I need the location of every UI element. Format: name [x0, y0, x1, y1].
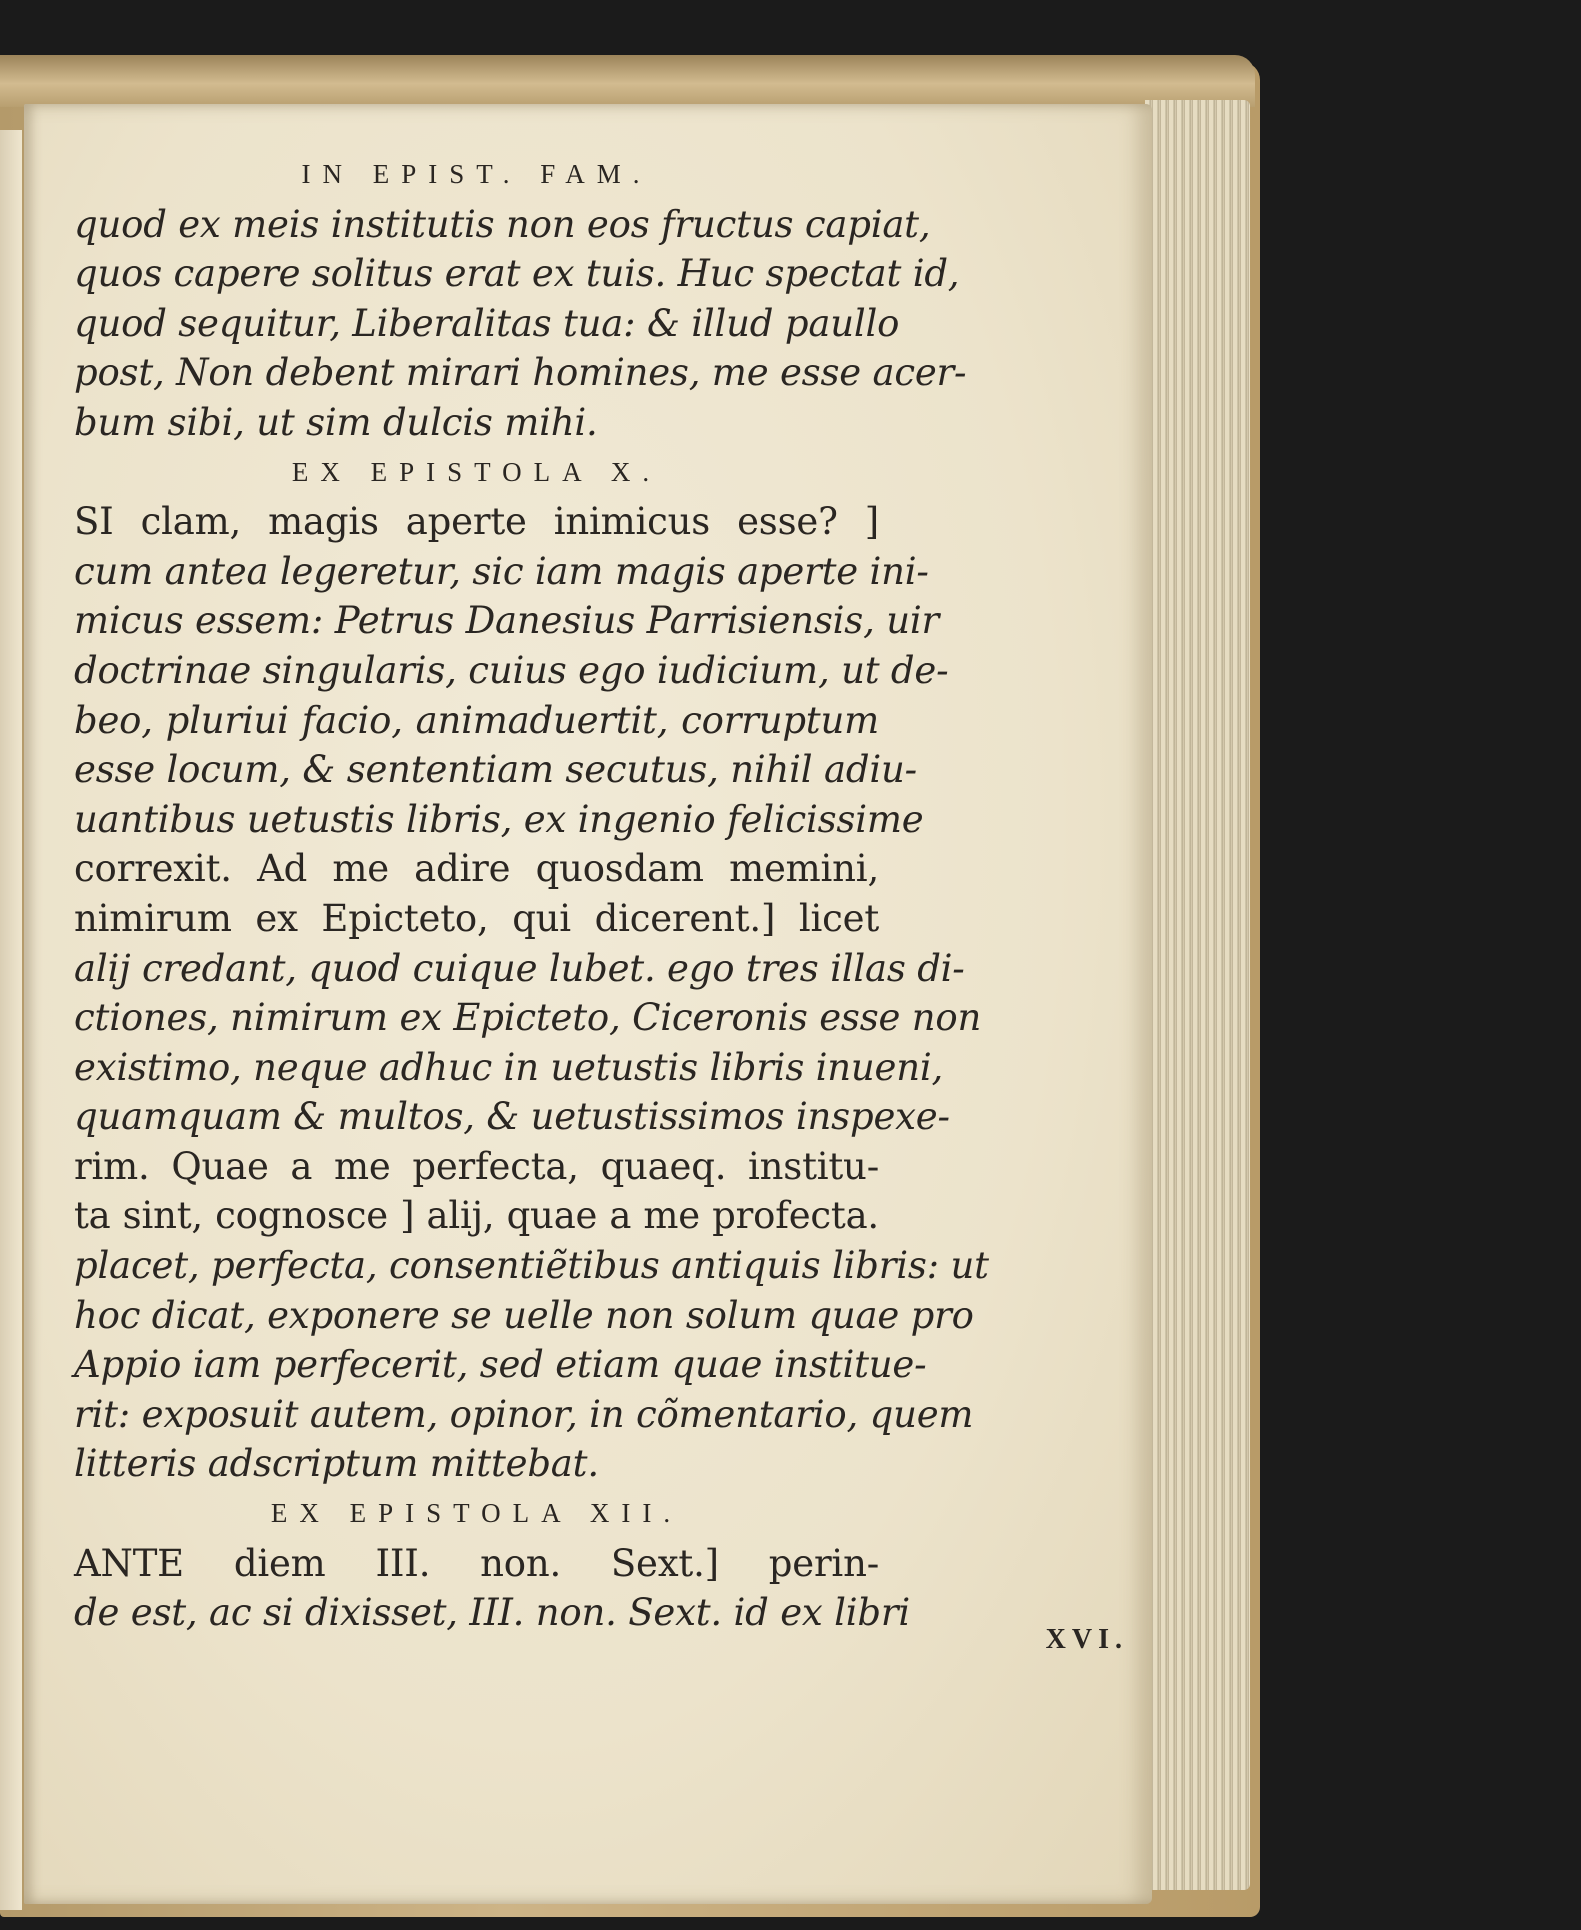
- text-line: quod sequitur, Liberalitas tua: & illud paullo: [74, 301, 900, 345]
- text-line: alij credant, quod cuique lubet. ego tres illas di-: [74, 946, 965, 990]
- text-line: hoc dicat, exponere se uelle non solum quae pro: [74, 1293, 974, 1337]
- section-heading: EX EPISTOLA XII.: [270, 1498, 683, 1529]
- text-line: esse locum, & sententiam secutus, nihil adiu-: [74, 748, 917, 792]
- facing-page-edge: [0, 130, 22, 1910]
- text-line: uantibus uetustis libris, ex ingenio felicissime: [74, 797, 924, 841]
- book-page: [24, 104, 1152, 1904]
- text-line: existimo, neque adhuc in uetustis libris inueni,: [74, 1045, 944, 1089]
- text-line: beo, pluriui facio, animaduertit, corruptum: [74, 698, 879, 742]
- text-line: quod ex meis institutis non eos fructus capiat,: [74, 202, 931, 246]
- section-heading: EX EPISTOLA X.: [291, 456, 662, 487]
- page-text: [74, 150, 989, 1638]
- text-line: quamquam & multos, & uetustissimos inspexe-: [74, 1095, 950, 1139]
- page-edges: [1145, 100, 1250, 1890]
- text-line: Appio iam perfecerit, sed etiam quae institue-: [74, 1343, 927, 1387]
- running-head: IN EPIST. FAM.: [301, 159, 652, 189]
- text-line: ANTE diem III. non. Sext.] perin-: [74, 1541, 879, 1585]
- text-line: litteris adscriptum mittebat.: [74, 1442, 599, 1486]
- text-line: bum sibi, ut sim dulcis mihi.: [74, 400, 598, 444]
- text-line: cum antea legeretur, sic iam magis aperte ini-: [74, 549, 929, 593]
- text-line: de est, ac si dixisset, III. non. Sext. id ex libri: [74, 1591, 911, 1635]
- text-lines: [74, 200, 989, 1638]
- catchword: XVI.: [1045, 1624, 1128, 1655]
- text-line: nimirum ex Epicteto, qui dicerent.] licet: [74, 896, 879, 940]
- text-line: post, Non debent mirari homines, me esse acer-: [74, 351, 967, 395]
- text-line: ctiones, nimirum ex Epicteto, Ciceronis esse non: [74, 996, 982, 1040]
- text-line: quos capere solitus erat ex tuis. Huc spectat id,: [74, 252, 960, 296]
- text-line: correxit. Ad me adire quosdam memini,: [74, 847, 879, 891]
- text-line: SI clam, magis aperte inimicus esse? ]: [74, 500, 879, 544]
- text-line: placet, perfecta, consentiẽtibus antiquis libris: ut: [74, 1244, 989, 1288]
- text-line: doctrinae singularis, cuius ego iudicium, ut de-: [74, 648, 949, 692]
- text-line: rit: exposuit autem, opinor, in cõmentario, quem: [74, 1392, 974, 1436]
- text-line: micus essem: Petrus Danesius Parrisiensis, uir: [74, 599, 939, 643]
- text-line: rim. Quae a me perfecta, quaeq. institu-: [74, 1144, 879, 1188]
- book-headband: [0, 55, 1255, 107]
- text-line: ta sint, cognosce ] alij, quae a me profecta.: [74, 1194, 879, 1238]
